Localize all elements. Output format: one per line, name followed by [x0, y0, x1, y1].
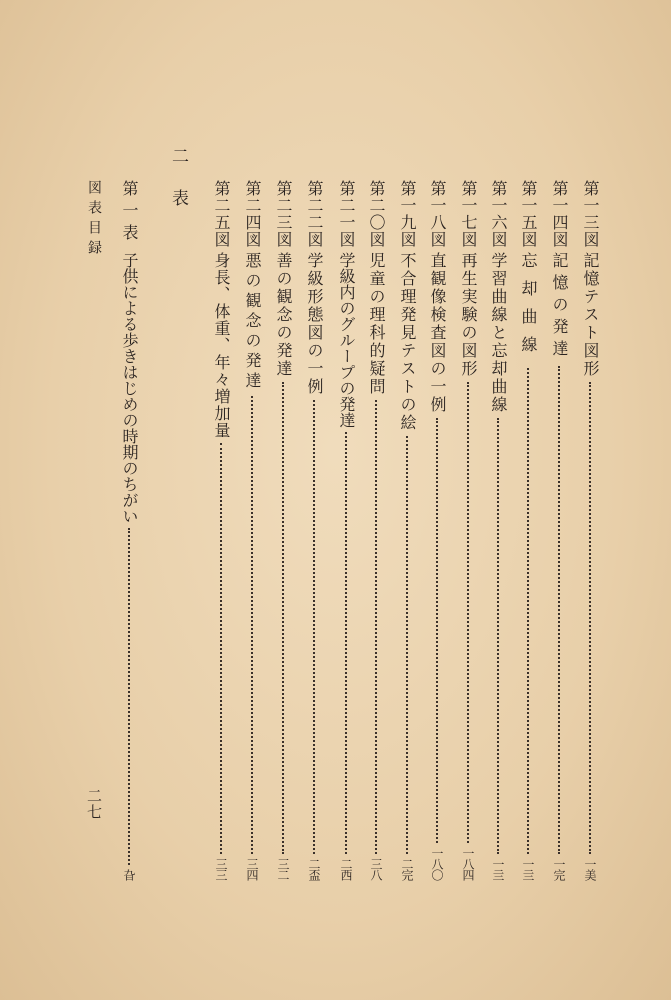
- dot-leader: [467, 382, 469, 843]
- entry-number: 第二〇図: [367, 180, 386, 248]
- entry-page: 三八: [369, 858, 383, 880]
- toc-entry: [549, 180, 569, 880]
- dot-leader: [497, 418, 499, 854]
- dot-leader: [313, 400, 315, 854]
- entry-number: 第一七図: [459, 180, 478, 248]
- toc-entry: [336, 180, 356, 880]
- entry-number: 第一五図: [519, 180, 538, 248]
- entry-title: 児童の理科的疑問: [367, 252, 386, 396]
- dot-leader: [436, 418, 438, 843]
- toc-entry: [488, 180, 508, 880]
- entry-page: 三三: [214, 858, 228, 880]
- toc-entry: [458, 180, 478, 880]
- entry-title: 身長、体重、年々増加量: [212, 252, 231, 439]
- dot-leader: [251, 396, 253, 854]
- entry-number: 第二四図: [243, 180, 262, 248]
- entry-title: 学習曲線と忘却曲線: [489, 252, 508, 414]
- toc-entry: [273, 180, 293, 880]
- toc-entry: [304, 180, 324, 880]
- entry-number: 第一三図: [581, 180, 600, 248]
- entry-page: 旮: [122, 869, 136, 880]
- entry-title: 記憶の発達: [550, 252, 569, 362]
- entry-page: 二盃: [307, 858, 321, 880]
- toc-entry: [580, 180, 600, 880]
- dot-leader: [527, 368, 529, 854]
- dot-leader: [589, 382, 591, 854]
- dot-leader: [558, 366, 560, 854]
- entry-number: 第二五図: [212, 180, 231, 248]
- entry-title: 直観像検査図の一例: [428, 252, 447, 414]
- dot-leader: [128, 528, 130, 865]
- entry-number: 第二三図: [274, 180, 293, 248]
- dot-leader: [282, 382, 284, 854]
- toc-entry: [397, 180, 417, 880]
- dot-leader: [345, 432, 347, 854]
- entry-title: 学級形態図の一例: [305, 252, 324, 396]
- entry-number: 第一八図: [428, 180, 447, 248]
- entry-title: 再生実験の図形: [459, 252, 478, 378]
- entry-page: 二完: [400, 858, 414, 880]
- toc-entry: [518, 180, 538, 880]
- entry-page: 三四: [245, 858, 259, 880]
- entry-number: 第一四図: [550, 180, 569, 248]
- toc-entry: [427, 180, 447, 880]
- running-header: 図表目録: [86, 180, 102, 260]
- entry-title: 学級内のグループの発達: [337, 252, 356, 428]
- dot-leader: [375, 400, 377, 854]
- toc-entry: [211, 180, 231, 880]
- toc-entry: [366, 180, 386, 880]
- entry-page: 一亖: [521, 858, 535, 880]
- entry-number: 第一六図: [489, 180, 508, 248]
- dot-leader: [406, 436, 408, 854]
- entry-page: 一美: [583, 858, 597, 880]
- entry-number: 第一九図: [398, 180, 417, 248]
- entry-title: 記憶テスト図形: [581, 252, 600, 378]
- section-heading: 二 表: [168, 147, 188, 210]
- entry-page: 一八〇: [430, 847, 444, 880]
- entry-number: 第二二図: [305, 180, 324, 248]
- entry-title: 悪の観念の発達: [243, 252, 262, 392]
- entry-number: 第二一図: [337, 180, 356, 248]
- entry-title: 忘却曲線: [519, 252, 538, 364]
- entry-page: 一完: [552, 858, 566, 880]
- toc-entry: [119, 180, 139, 880]
- entry-page: 一八四: [461, 847, 475, 880]
- dot-leader: [220, 443, 222, 854]
- entry-page: 一亖: [491, 858, 505, 880]
- entry-title: 善の観念の発達: [274, 252, 293, 378]
- entry-number: 第一表: [120, 180, 139, 246]
- entry-page: 三二: [276, 858, 290, 880]
- page-number: 二七: [85, 788, 103, 820]
- entry-title: 子供による歩きはじめの時期のちがい: [120, 252, 139, 524]
- entry-page: 二西: [339, 858, 353, 880]
- toc-entry: [242, 180, 262, 880]
- entry-title: 不合理発見テストの絵: [398, 252, 417, 432]
